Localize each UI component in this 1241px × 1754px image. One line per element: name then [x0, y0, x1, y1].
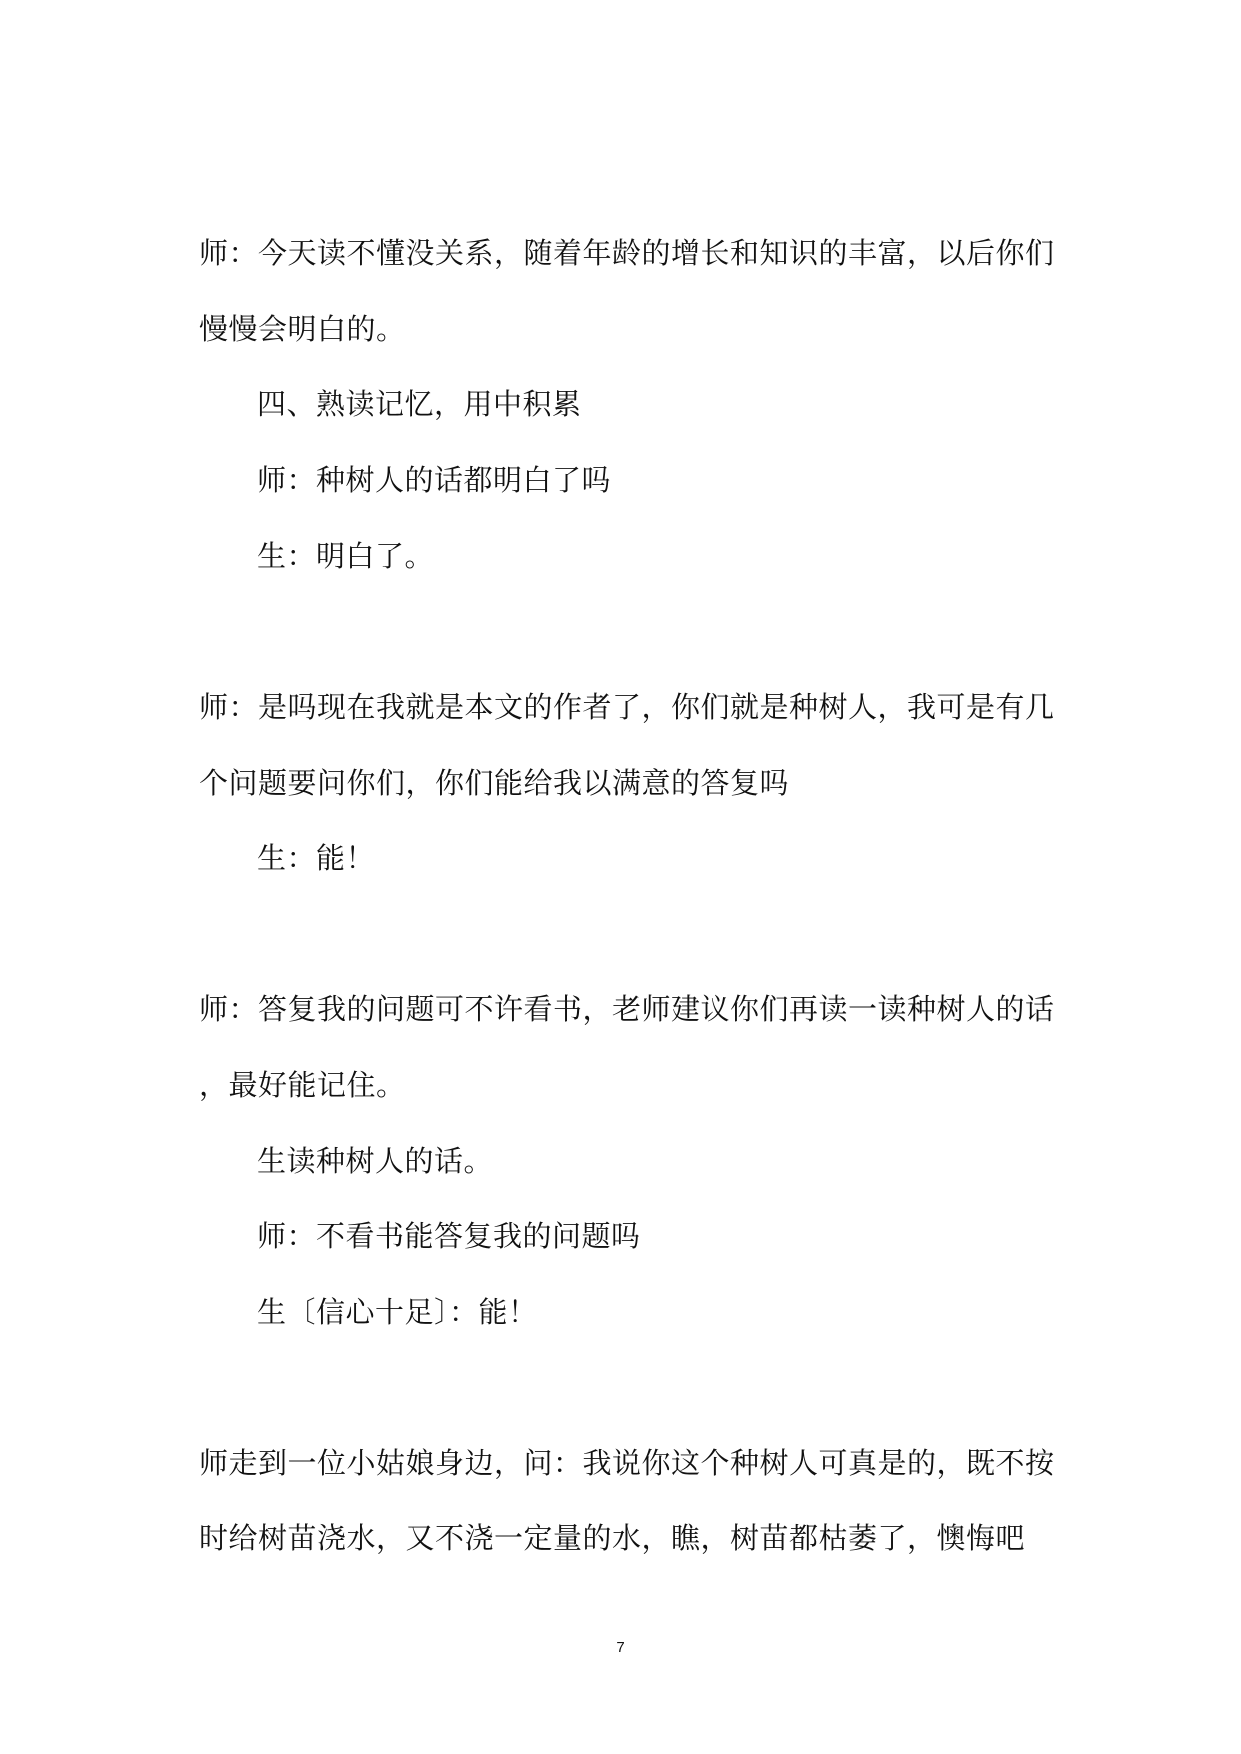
paragraph-line: 师走到一位小姑娘身边，问：我说你这个种树人可真是的，既不按 [199, 1446, 1055, 1480]
paragraph-line: 师：不看书能答复我的问题吗 [257, 1219, 641, 1253]
paragraph-line: 师：是吗现在我就是本文的作者了，你们就是种树人，我可是有几 [199, 690, 1055, 724]
paragraph-line: 个问题要问你们，你们能给我以满意的答复吗 [199, 766, 790, 800]
paragraph-line: 生读种树人的话。 [257, 1144, 494, 1178]
paragraph-line: 生：明白了。 [257, 539, 435, 573]
paragraph-line: 时给树苗浇水，又不浇一定量的水，瞧，树苗都枯萎了，懊悔吧 [199, 1521, 1026, 1555]
paragraph-line: 师：今天读不懂没关系，随着年龄的增长和知识的丰富，以后你们 [199, 236, 1055, 270]
paragraph-line: 生：能！ [257, 841, 376, 875]
paragraph-line: 慢慢会明白的。 [199, 312, 406, 346]
page-number: 7 [616, 1639, 625, 1656]
section-heading: 四、熟读记忆，用中积累 [257, 387, 582, 421]
paragraph-line: ，最好能记住。 [199, 1068, 406, 1102]
paragraph-line: 生〔信心十足〕：能！ [257, 1295, 538, 1329]
paragraph-line: 师：种树人的话都明白了吗 [257, 463, 612, 497]
paragraph-line: 师：答复我的问题可不许看书，老师建议你们再读一读种树人的话 [199, 992, 1055, 1026]
